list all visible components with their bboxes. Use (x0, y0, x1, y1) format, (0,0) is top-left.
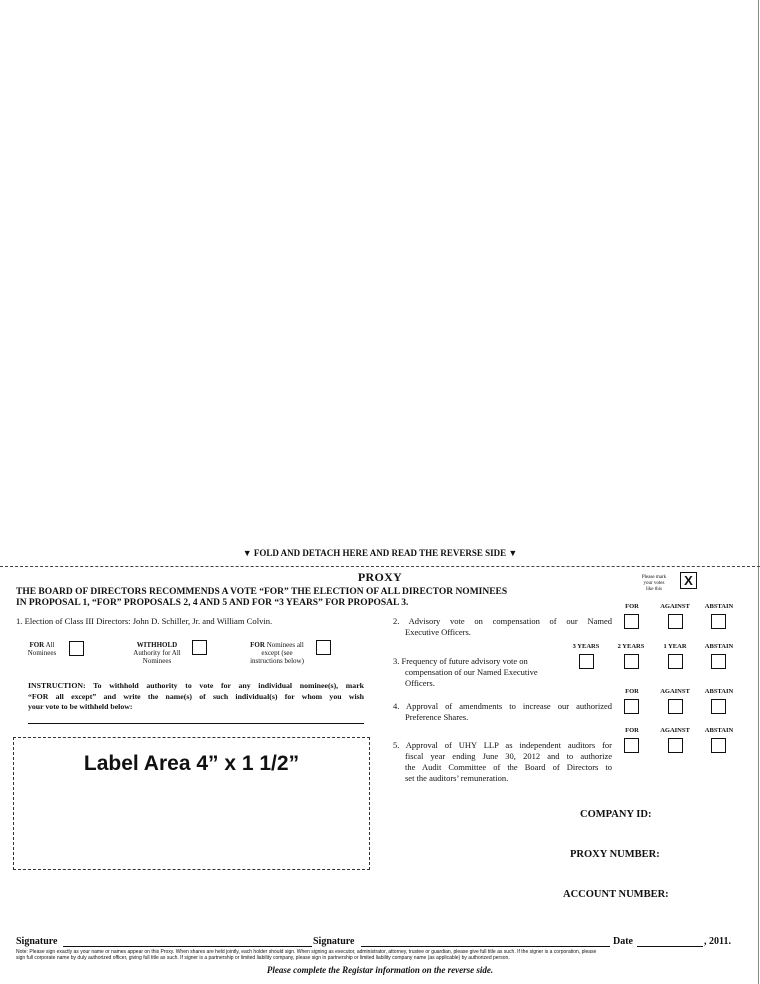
mark-instruction-line: your votes (643, 581, 665, 586)
column-header-against: AGAINST (660, 688, 690, 695)
proposal-2-abstain-checkbox[interactable] (711, 614, 726, 629)
proposal-3-text (393, 656, 565, 689)
proposal-5-line: the Audit Committee of the Board of Directors to (405, 762, 612, 772)
column-header-abstain: ABSTAIN (704, 727, 734, 734)
proposal-3-2-years-checkbox[interactable] (624, 654, 639, 669)
column-header-for: FOR (625, 603, 639, 610)
mark-instruction-line: Please mark (641, 575, 667, 580)
proposal-5-line: 5. Approval of UHY LLP as independent auditors for (393, 740, 612, 750)
mark-example-box: X (680, 572, 697, 589)
mark-instruction (632, 575, 676, 593)
proposal-4-text (393, 701, 612, 723)
option-for-all-bold: FOR (29, 641, 45, 649)
proposal-3-3-years-checkbox[interactable] (579, 654, 594, 669)
proposal-4-abstain-checkbox[interactable] (711, 699, 726, 714)
signature-line-2[interactable] (361, 946, 610, 947)
instruction-line: INSTRUCTION: To withhold authority to vote for any individual nominee(s), mark (28, 681, 364, 690)
option-for-except-bold: FOR (250, 641, 265, 649)
label-area-text: Label Area 4” x 1 1/2” (83, 752, 300, 775)
column-header-abstain: ABSTAIN (704, 688, 734, 695)
option-for-except-label (238, 641, 316, 665)
proposal-5-line: set the auditors’ remuneration. (405, 773, 509, 783)
column-header-1-year: 1 YEAR (663, 643, 687, 650)
page-edge-line (758, 0, 759, 984)
option-for-except-rest: Nominees all (264, 641, 304, 649)
proposal-4-line: 4. Approval of amendments to increase our authorized (393, 701, 612, 711)
label-area-box (13, 737, 370, 870)
company-id-label: COMPANY ID: (580, 809, 652, 820)
option-withhold-line2: Authority for All (133, 649, 181, 657)
board-recommendation-line-2: IN PROPOSAL 1, “FOR” PROPOSALS 2, 4 AND 5 AND FOR “3 YEARS” FOR PROPOSAL 3. (16, 598, 409, 608)
date-line[interactable] (637, 946, 703, 947)
proxy-number-label: PROXY NUMBER: (570, 849, 660, 860)
date-label: Date (613, 936, 633, 947)
proposal-4-against-checkbox[interactable] (668, 699, 683, 714)
column-header-abstain: ABSTAIN (704, 603, 734, 610)
signing-note (16, 949, 744, 961)
proposal-2-line: 2. Advisory vote on compensation of our Named (393, 616, 612, 626)
signature-label-1: Signature (16, 936, 58, 947)
column-header-3-years: 3 YEARS (572, 643, 600, 650)
proposal-4-line: Preference Shares. (405, 712, 469, 722)
proposal-2-line: Executive Officers. (405, 627, 471, 637)
proposal-5-text (393, 740, 612, 784)
board-recommendation-line-1: THE BOARD OF DIRECTORS RECOMMENDS A VOTE “FOR” THE ELECTION OF ALL DIRECTOR NOMINEES (16, 587, 508, 597)
signature-label-2: Signature (313, 936, 355, 947)
for-all-nominees-checkbox[interactable] (69, 641, 84, 656)
proposal-3-line: Officers. (405, 678, 435, 688)
proposal-2-for-checkbox[interactable] (624, 614, 639, 629)
option-for-all-rest: All (44, 641, 55, 649)
proposal-5-line: fiscal year ending June 30, 2012 and to authorize (405, 751, 612, 761)
option-for-except-line2: except (see (261, 649, 293, 657)
withhold-instruction (28, 681, 364, 713)
proposal-5-abstain-checkbox[interactable] (711, 738, 726, 753)
fold-dashed-line (0, 566, 760, 567)
signature-line-1[interactable] (63, 946, 312, 947)
proposal-3-abstain-checkbox[interactable] (711, 654, 726, 669)
mark-instruction-line: like this (646, 587, 662, 592)
option-withhold-line3: Nominees (142, 657, 172, 665)
instruction-line: your vote to be withheld below: (28, 702, 133, 711)
proposal-2-text (393, 616, 612, 638)
proposal-2-against-checkbox[interactable] (668, 614, 683, 629)
signing-note-line: Note: Please sign exactly as your name or names appear on this Proxy. When shares are held jointly, each holder should sign. When signing as executor, administrator, attorney, trustee or guardian, please give full title as such. If the signer is a corporation, please (16, 949, 597, 955)
proposal-3-1-year-checkbox[interactable] (668, 654, 683, 669)
option-for-all-label (18, 641, 66, 657)
for-all-except-checkbox[interactable] (316, 640, 331, 655)
date-year: , 2011. (704, 936, 731, 947)
withhold-authority-checkbox[interactable] (192, 640, 207, 655)
column-header-for: FOR (625, 727, 639, 734)
option-withhold-bold: WITHHOLD (136, 641, 178, 649)
column-header-against: AGAINST (660, 727, 690, 734)
proposal-3-line: 3. Frequency of future advisory vote on (393, 656, 528, 666)
option-for-except-line3: instructions below) (250, 657, 304, 665)
footer-reminder: Please complete the Registar information on the reverse side. (266, 965, 494, 975)
column-header-abstain: ABSTAIN (704, 643, 734, 650)
proposal-1-text: 1. Election of Class III Directors: John D. Schiller, Jr. and William Colvin. (16, 616, 273, 626)
proxy-title: PROXY (357, 570, 403, 584)
column-header-2-years: 2 YEARS (617, 643, 645, 650)
option-withhold-label (125, 641, 189, 665)
instruction-line: “FOR all except” and write the name(s) of such individual(s) for whom you wish (28, 691, 364, 701)
column-header-against: AGAINST (660, 603, 690, 610)
fold-notice: ▼ FOLD AND DETACH HERE AND READ THE REVERSE SIDE ▼ (242, 548, 518, 558)
signing-note-line: sign full corporate name by duly authorized officer, giving full title as such. If signer is a partnership or limited liability company, please sign in partnership or limited liability company name (as applicable) by authorized person. (16, 955, 510, 961)
account-number-label: ACCOUNT NUMBER: (563, 889, 669, 900)
proposal-3-line: compensation of our Named Executive (405, 667, 538, 677)
proposal-5-for-checkbox[interactable] (624, 738, 639, 753)
option-for-all-line2: Nominees (27, 649, 57, 657)
withheld-nominee-write-in-line[interactable] (28, 723, 364, 724)
proposal-5-against-checkbox[interactable] (668, 738, 683, 753)
column-header-for: FOR (625, 688, 639, 695)
proposal-4-for-checkbox[interactable] (624, 699, 639, 714)
